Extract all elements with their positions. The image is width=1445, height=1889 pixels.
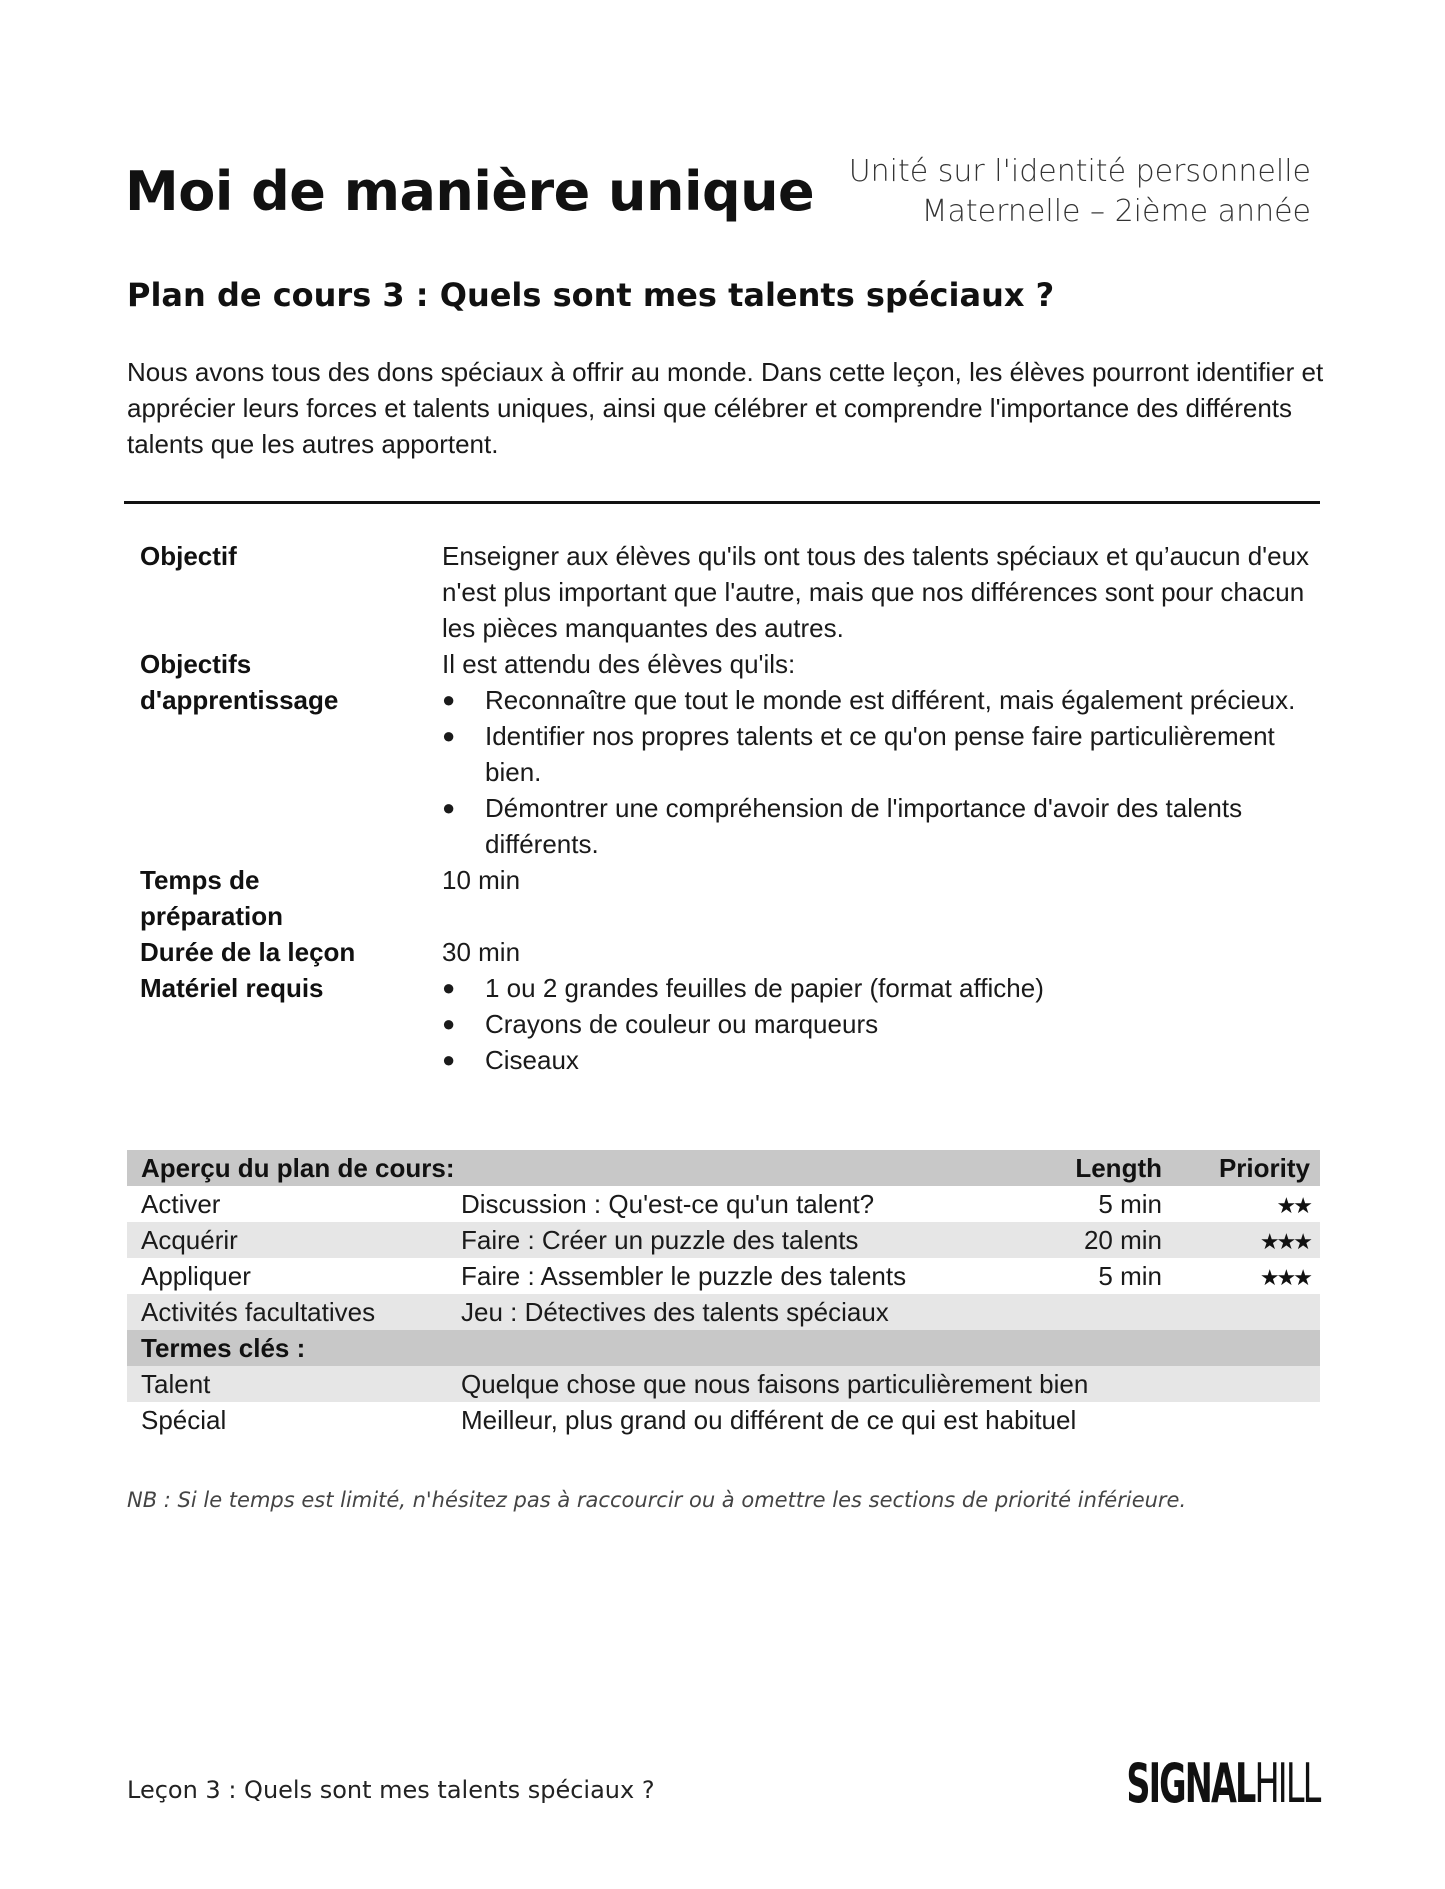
table-row (127, 1186, 1320, 1222)
definition-cell: Quelque chose que nous faisons particulièrement bien (447, 1366, 1320, 1402)
prep-time-label-line2: préparation (140, 901, 284, 931)
priority-stars-icon: ★★★ (1259, 1228, 1310, 1254)
length-cell: 5 min (1098, 1260, 1162, 1291)
objective-value: Enseigner aux élèves qu'ils ont tous des talents spéciaux et qu’aucun d'eux n'est plus important que l'autre, mais que nos différences sont pour chacun les pièces manquantes des autres. (442, 541, 1310, 643)
duration-value: 30 min (442, 937, 521, 967)
list-item (442, 718, 1320, 790)
phase-cell: Appliquer (141, 1260, 251, 1291)
learning-goals-row (140, 646, 1320, 862)
table-row (127, 1294, 1320, 1330)
list-item (442, 790, 1320, 862)
learning-goals-intro: Il est attendu des élèves qu'ils: (442, 649, 796, 679)
learning-goals-label (140, 646, 442, 862)
objective-row (140, 538, 1320, 646)
length-cell (1008, 1294, 1166, 1330)
term-cell: Talent (127, 1366, 447, 1402)
signalhill-logo (1126, 1752, 1319, 1815)
table-row (127, 1366, 1320, 1402)
list-item (442, 1006, 1320, 1042)
prep-time-row (140, 862, 1320, 934)
activity-cell: Faire : Créer un puzzle des talents (447, 1222, 1008, 1258)
activity-cell: Discussion : Qu'est-ce qu'un talent? (461, 1188, 875, 1219)
prep-time-label (140, 862, 442, 934)
learning-goals-label-line1: Objectifs (140, 649, 252, 679)
prep-time-value: 10 min (442, 865, 521, 895)
section-divider (124, 501, 1320, 504)
lesson-overview-table (127, 1150, 1320, 1438)
priority-stars-icon: ★★ (1276, 1192, 1310, 1218)
activity-cell: Faire : Assembler le puzzle des talents (461, 1260, 907, 1291)
duration-row (140, 934, 1320, 970)
term-cell: Spécial (141, 1404, 227, 1435)
bullet-icon: ● (442, 1011, 456, 1036)
prep-time-label-line1: Temps de (140, 865, 260, 895)
key-terms-header: Termes clés : (127, 1330, 1320, 1366)
bullet-icon: ● (442, 1047, 456, 1072)
materials-list (442, 970, 1320, 1078)
definition-cell: Meilleur, plus grand ou différent de ce qui est habituel (461, 1404, 1077, 1435)
table-row (127, 1258, 1320, 1294)
material-text: 1 ou 2 grandes feuilles de papier (format affiche) (485, 973, 1044, 1003)
length-cell: 5 min (1098, 1188, 1162, 1219)
lesson-info (140, 538, 1320, 1078)
unit-name: Unité sur l'identité personnelle (848, 154, 1311, 189)
table-row (127, 1222, 1320, 1258)
materials-label: Matériel requis (140, 973, 324, 1003)
logo-part-light: HILL (1254, 1752, 1319, 1815)
material-text: Crayons de couleur ou marqueurs (485, 1009, 879, 1039)
footer-lesson-title: Leçon 3 : Quels sont mes talents spéciaux ? (127, 1776, 655, 1804)
bullet-icon: ● (442, 975, 456, 1000)
phase-cell: Acquérir (127, 1222, 447, 1258)
list-item (442, 970, 1320, 1006)
lesson-intro: Nous avons tous des dons spéciaux à offrir au monde. Dans cette leçon, les élèves pourront identifier et apprécier leurs forces et talents uniques, ainsi que célébrer et comprendre l'importance des différents talents que les autres apportent. (127, 357, 1324, 459)
lesson-title: Plan de cours 3 : Quels sont mes talents spéciaux ? (127, 276, 1055, 314)
unit-info (849, 152, 1311, 232)
phase-cell: Activer (141, 1188, 221, 1219)
bullet-icon: ● (442, 795, 456, 820)
overview-header: Aperçu du plan de cours: (127, 1150, 1008, 1186)
table-row (127, 1402, 1320, 1438)
document-title: Moi de manière unique (125, 160, 815, 223)
material-text: Ciseaux (485, 1045, 579, 1075)
table-header-row (127, 1150, 1320, 1186)
length-cell: 20 min (1008, 1222, 1166, 1258)
learning-goals-label-line2: d'apprentissage (140, 685, 339, 715)
length-header: Length (1008, 1150, 1166, 1186)
bullet-icon: ● (442, 687, 456, 712)
time-note: NB : Si le temps est limité, n'hésitez pas à raccourcir ou à omettre les sections de priorité inférieure. (127, 1488, 1187, 1512)
phase-cell: Activités facultatives (127, 1294, 447, 1330)
learning-goal-text: Identifier nos propres talents et ce qu'on pense faire particulièrement bien. (485, 721, 1275, 787)
learning-goals-value (442, 646, 1320, 862)
priority-header: Priority (1166, 1150, 1320, 1186)
list-item (442, 1042, 1320, 1078)
duration-label: Durée de la leçon (140, 937, 356, 967)
learning-goal-text: Reconnaître que tout le monde est différent, mais également précieux. (485, 685, 1296, 715)
learning-goal-text: Démontrer une compréhension de l'importance d'avoir des talents différents. (485, 793, 1243, 859)
materials-value (442, 970, 1320, 1078)
grade-level: Maternelle – 2ième année (921, 194, 1311, 229)
priority-stars-icon: ★★★ (1259, 1264, 1310, 1290)
objective-label: Objectif (140, 541, 237, 571)
logo-part-bold: SIGNAL (1125, 1752, 1255, 1815)
materials-row (140, 970, 1320, 1078)
learning-goals-list (442, 682, 1320, 862)
activity-cell: Jeu : Détectives des talents spéciaux (447, 1294, 1008, 1330)
list-item (442, 682, 1320, 718)
table-header-row (127, 1330, 1320, 1366)
bullet-icon: ● (442, 723, 456, 748)
